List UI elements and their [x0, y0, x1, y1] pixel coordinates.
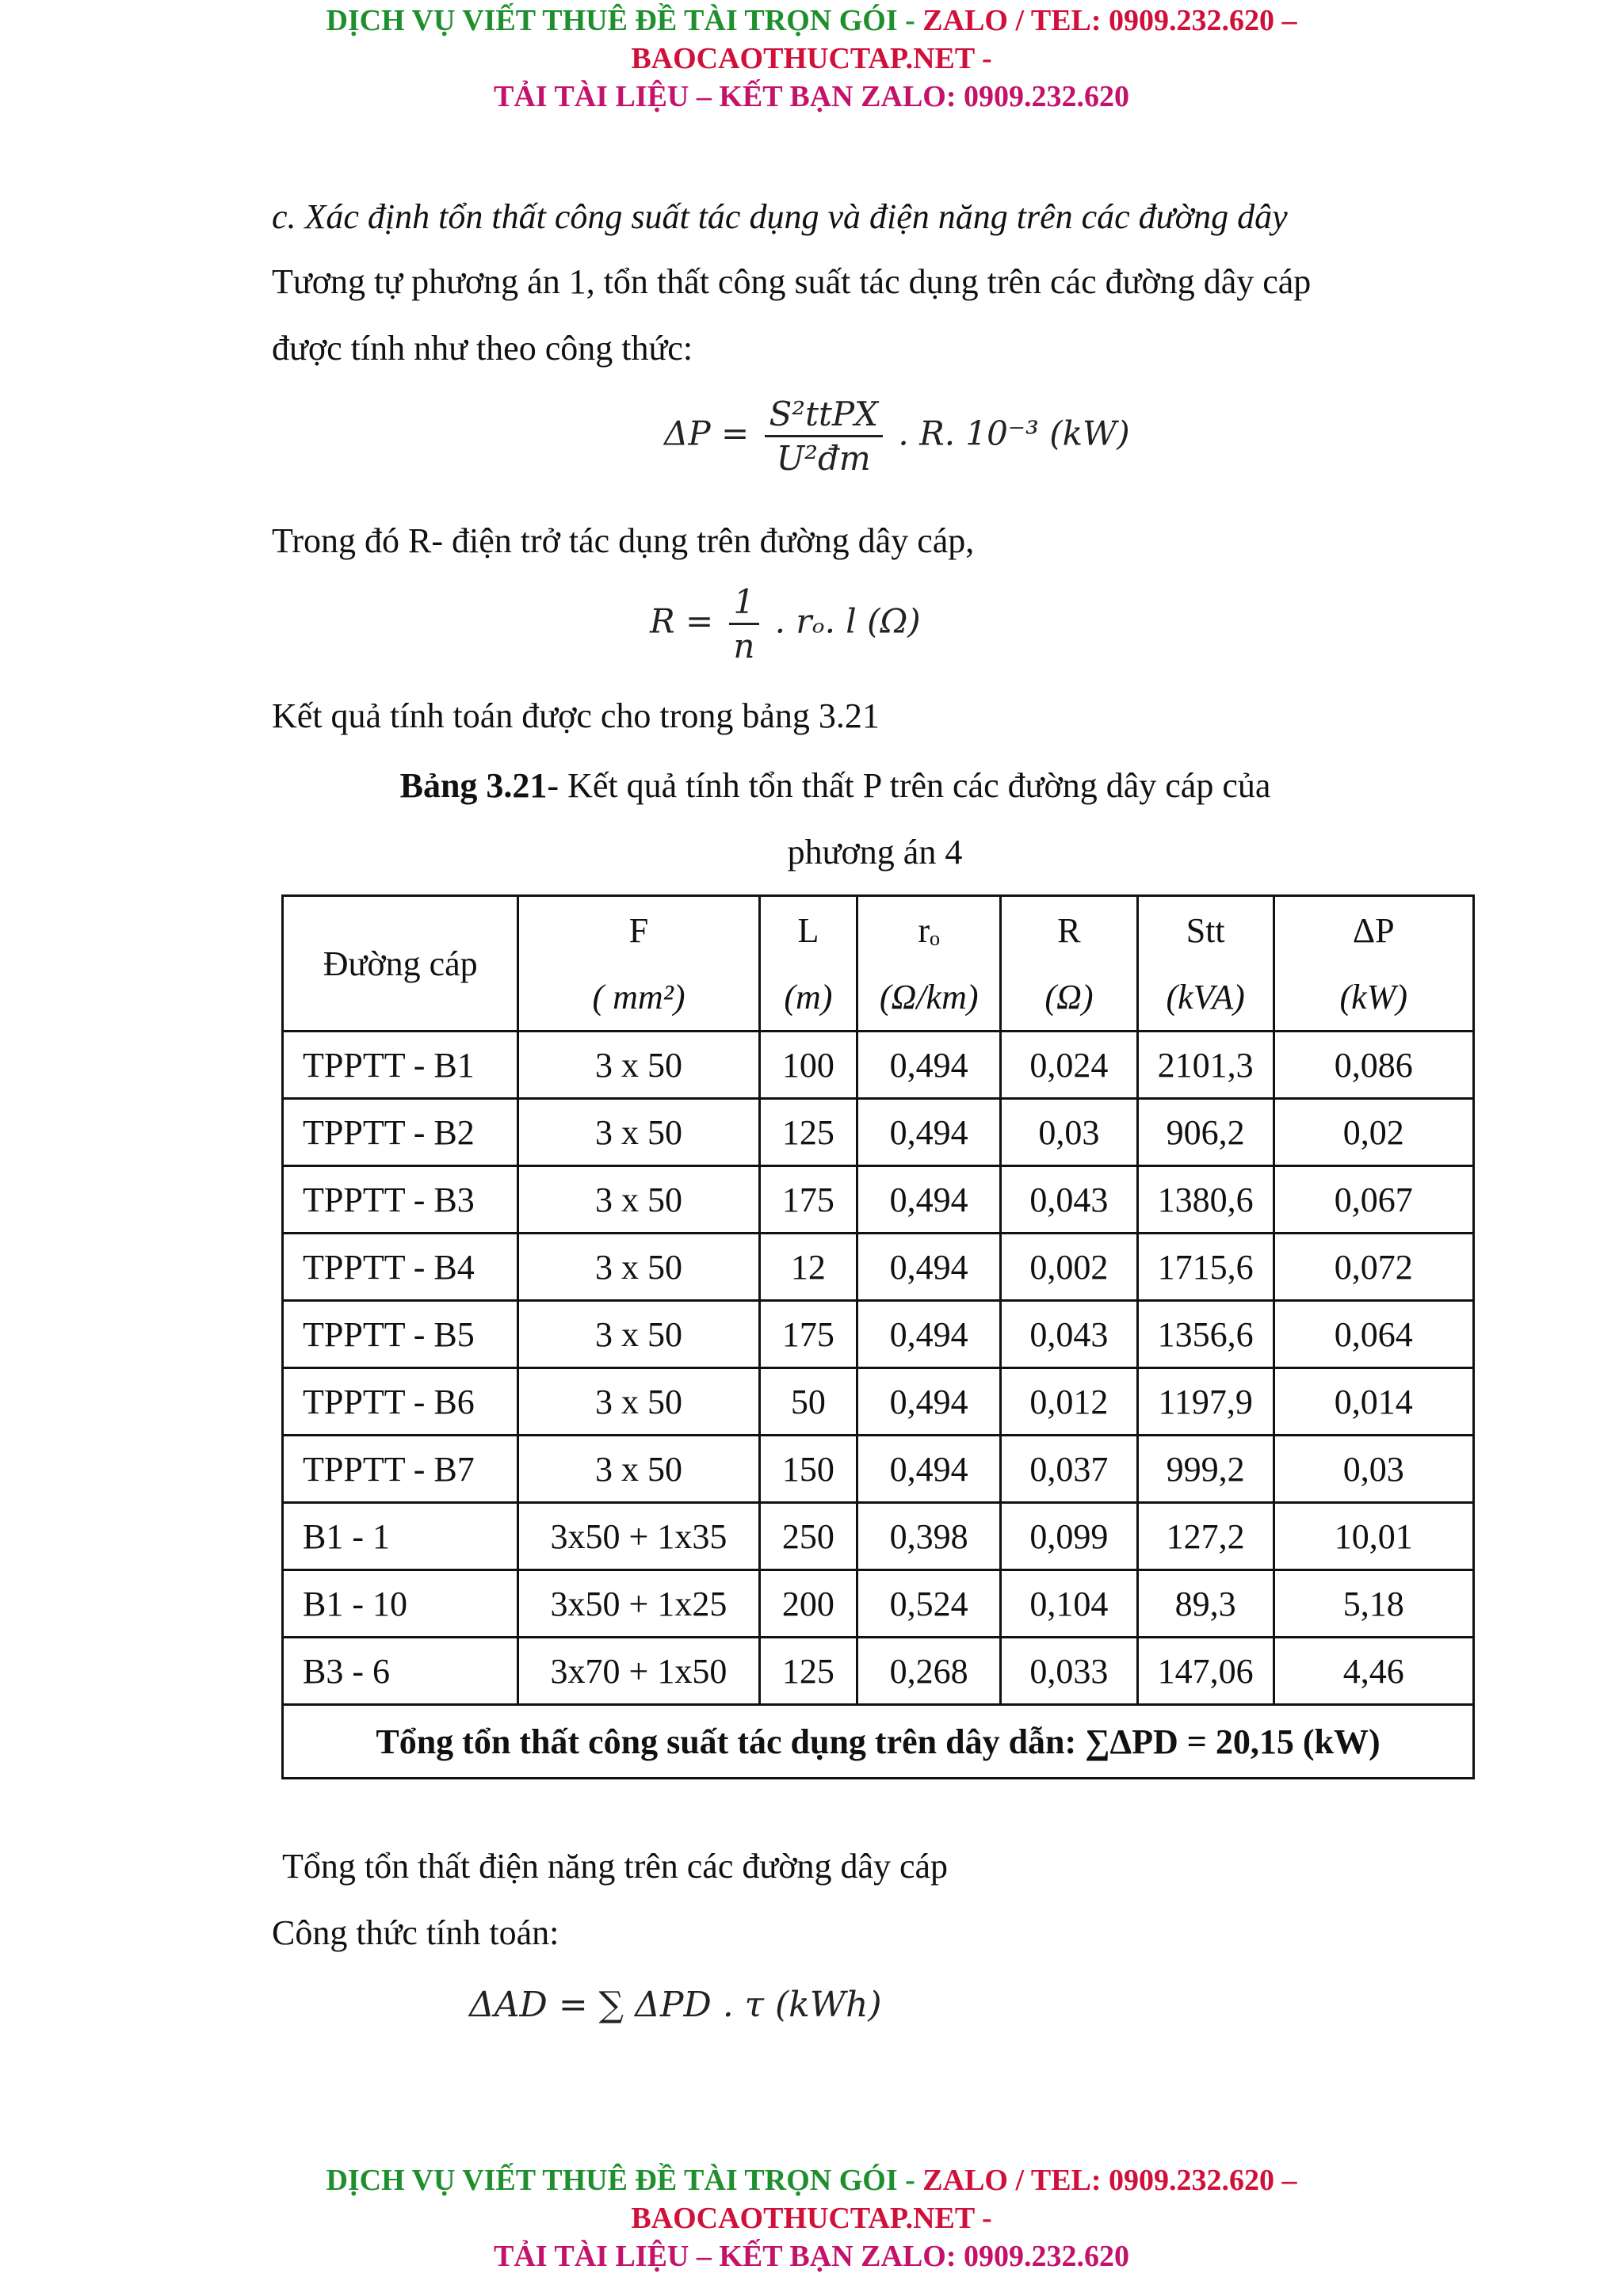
- table-cell: TPPTT - B3: [283, 1166, 518, 1234]
- banner-contact-text: ZALO / TEL: 0909.232.620 –: [922, 4, 1297, 37]
- formula-resistance: [650, 582, 921, 666]
- table-cell: 3 x 50: [518, 1032, 759, 1099]
- table-row: [283, 1503, 1474, 1570]
- table-row: [283, 1032, 1474, 1099]
- table-row: [283, 1368, 1474, 1436]
- table-cell: 0,072: [1274, 1234, 1473, 1301]
- formula-2-fraction: [729, 582, 760, 666]
- table-cell: 10,01: [1274, 1503, 1473, 1570]
- table-cell: TPPTT - B1: [283, 1032, 518, 1099]
- table-cell: 127,2: [1137, 1503, 1274, 1570]
- table-cell: 100: [759, 1032, 857, 1099]
- formula-2-lhs: R =: [650, 601, 714, 641]
- header-power-loss: ΔP (kW): [1274, 896, 1473, 1032]
- footer-banner: [0, 2161, 1623, 2275]
- table-cell: 0,494: [857, 1368, 1001, 1436]
- table-cell: 3 x 50: [518, 1166, 759, 1234]
- table-cell: 3 x 50: [518, 1099, 759, 1166]
- banner-website: BAOCAOTHUCTAP.NET -: [631, 42, 992, 75]
- cable-loss-table: [281, 894, 1475, 1779]
- table-cell: 3x50 + 1x35: [518, 1503, 759, 1570]
- table-cell: TPPTT - B2: [283, 1099, 518, 1166]
- table-cell: 0,03: [1001, 1099, 1138, 1166]
- table-cell: 1715,6: [1137, 1234, 1274, 1301]
- table-cell: TPPTT - B6: [283, 1368, 518, 1436]
- table-cell: 5,18: [1274, 1570, 1473, 1638]
- table-cell: 0,494: [857, 1436, 1001, 1503]
- footer-contact-text: ZALO / TEL: 0909.232.620 –: [922, 2164, 1297, 2197]
- section-heading: c. Xác định tổn thất công suất tác dụng và điện năng trên các đường dây: [272, 197, 1288, 236]
- table-cell: 12: [759, 1234, 857, 1301]
- formula-2-denominator: n: [733, 627, 755, 666]
- table-cell: TPPTT - B4: [283, 1234, 518, 1301]
- header-cable: Đường cáp: [283, 896, 518, 1032]
- table-cell: 999,2: [1137, 1436, 1274, 1503]
- table-cell: 1380,6: [1137, 1166, 1274, 1234]
- paragraph-1-line-2: được tính như theo công thức:: [272, 329, 693, 368]
- paragraph-3: Kết quả tính toán được cho trong bảng 3.21: [272, 696, 880, 735]
- banner-line-1: [0, 2, 1623, 40]
- table-cell: 3 x 50: [518, 1301, 759, 1368]
- table-cell: 0,012: [1001, 1368, 1138, 1436]
- formula-1-fraction: [765, 395, 884, 478]
- header-resistance: R (Ω): [1001, 896, 1138, 1032]
- table-cell: 125: [759, 1099, 857, 1166]
- table-cell: 0,398: [857, 1503, 1001, 1570]
- table-cell: 0,067: [1274, 1166, 1473, 1234]
- footer-banner-line-1: [0, 2161, 1623, 2199]
- table-cell: 0,086: [1274, 1032, 1473, 1099]
- table-cell: 150: [759, 1436, 857, 1503]
- footer-download: TẢI TÀI LIỆU – KẾT BẠN ZALO: 0909.232.620: [493, 2240, 1130, 2273]
- table-cell: 89,3: [1137, 1570, 1274, 1638]
- table-cell: 0,494: [857, 1099, 1001, 1166]
- header-banner: [0, 2, 1623, 116]
- table-cell: 0,033: [1001, 1638, 1138, 1705]
- table-row: [283, 1166, 1474, 1234]
- table-cell: 1197,9: [1137, 1368, 1274, 1436]
- table-cell: 0,03: [1274, 1436, 1473, 1503]
- table-cell: 147,06: [1137, 1638, 1274, 1705]
- formula-1-numerator: S²ttPX: [765, 395, 884, 437]
- paragraph-4: Tổng tổn thất điện năng trên các đường dây cáp: [282, 1847, 949, 1886]
- table-total-row: [283, 1705, 1474, 1779]
- header-apparent-power: Stt (kVA): [1137, 896, 1274, 1032]
- formula-1-lhs: ΔP =: [664, 414, 750, 453]
- formula-1-rhs: . R. 10⁻³ (kW): [898, 414, 1130, 453]
- table-row: [283, 1234, 1474, 1301]
- table-caption-line-2: phương án 4: [787, 833, 963, 871]
- table-total: Tổng tổn thất công suất tác dụng trên dây dẫn: ∑ΔPD = 20,15 (kW): [283, 1705, 1474, 1779]
- table-cell: TPPTT - B7: [283, 1436, 518, 1503]
- formula-2-rhs: . rₒ. l (Ω): [774, 601, 921, 641]
- table-cell: 0,524: [857, 1570, 1001, 1638]
- table-body: [283, 1032, 1474, 1705]
- table-cell: 0,02: [1274, 1099, 1473, 1166]
- table-cell: 0,099: [1001, 1503, 1138, 1570]
- table-cell: 0,043: [1001, 1166, 1138, 1234]
- table-cell: B1 - 10: [283, 1570, 518, 1638]
- table-cell: 3 x 50: [518, 1368, 759, 1436]
- footer-service-text: DỊCH VỤ VIẾT THUÊ ĐỀ TÀI TRỌN GÓI -: [326, 2164, 923, 2197]
- table-row: [283, 1436, 1474, 1503]
- table-cell: 0,043: [1001, 1301, 1138, 1368]
- table-cell: 0,002: [1001, 1234, 1138, 1301]
- table-row: [283, 1638, 1474, 1705]
- banner-service-text: DỊCH VỤ VIẾT THUÊ ĐỀ TÀI TRỌN GÓI -: [326, 4, 923, 37]
- header-cross-section: F ( mm²): [518, 896, 759, 1032]
- table-cell: B3 - 6: [283, 1638, 518, 1705]
- table-cell: 0,494: [857, 1234, 1001, 1301]
- footer-website: BAOCAOTHUCTAP.NET -: [631, 2202, 992, 2235]
- table-cell: 0,494: [857, 1166, 1001, 1234]
- table-cell: 0,104: [1001, 1570, 1138, 1638]
- table-caption-text: - Kết quả tính tổn thất P trên các đường dây cáp của: [547, 766, 1271, 805]
- table-cell: 0,494: [857, 1032, 1001, 1099]
- table-header-row: [283, 896, 1474, 1032]
- table-cell: 250: [759, 1503, 857, 1570]
- table-cell: 4,46: [1274, 1638, 1473, 1705]
- table-cell: 0,024: [1001, 1032, 1138, 1099]
- table-cell: 3x70 + 1x50: [518, 1638, 759, 1705]
- table-cell: 3 x 50: [518, 1234, 759, 1301]
- formula-power-loss: [664, 395, 1130, 478]
- table-caption-number: Bảng 3.21: [399, 766, 548, 805]
- table-cell: 3x50 + 1x25: [518, 1570, 759, 1638]
- banner-download: TẢI TÀI LIỆU – KẾT BẠN ZALO: 0909.232.620: [493, 80, 1130, 113]
- formula-energy-loss: ΔAD = ∑ ΔPD . τ (kWh): [469, 1985, 882, 2025]
- table-cell: 0,494: [857, 1301, 1001, 1368]
- header-length: L (m): [759, 896, 857, 1032]
- table-caption: [24, 764, 1623, 808]
- table-cell: 0,037: [1001, 1436, 1138, 1503]
- table-cell: 906,2: [1137, 1099, 1274, 1166]
- table-cell: 3 x 50: [518, 1436, 759, 1503]
- table-row: [283, 1301, 1474, 1368]
- header-unit-resistance: rₒ (Ω/km): [857, 896, 1001, 1032]
- table-row: [283, 1099, 1474, 1166]
- table-cell: 125: [759, 1638, 857, 1705]
- table-cell: TPPTT - B5: [283, 1301, 518, 1368]
- table-cell: 2101,3: [1137, 1032, 1274, 1099]
- table-cell: 175: [759, 1166, 857, 1234]
- table-cell: 200: [759, 1570, 857, 1638]
- table-cell: 0,268: [857, 1638, 1001, 1705]
- table-cell: 0,014: [1274, 1368, 1473, 1436]
- table-cell: 0,064: [1274, 1301, 1473, 1368]
- formula-2-numerator: 1: [729, 582, 760, 625]
- table-cell: 50: [759, 1368, 857, 1436]
- table-row: [283, 1570, 1474, 1638]
- table-cell: 175: [759, 1301, 857, 1368]
- paragraph-1-line-1: Tương tự phương án 1, tổn thất công suất tác dụng trên các đường dây cáp: [272, 262, 1312, 301]
- table-cell: 1356,6: [1137, 1301, 1274, 1368]
- paragraph-2: Trong đó R- điện trở tác dụng trên đường dây cáp,: [272, 521, 975, 560]
- table-cell: B1 - 1: [283, 1503, 518, 1570]
- formula-1-denominator: U²đm: [776, 439, 871, 478]
- paragraph-5: Công thức tính toán:: [272, 1913, 559, 1952]
